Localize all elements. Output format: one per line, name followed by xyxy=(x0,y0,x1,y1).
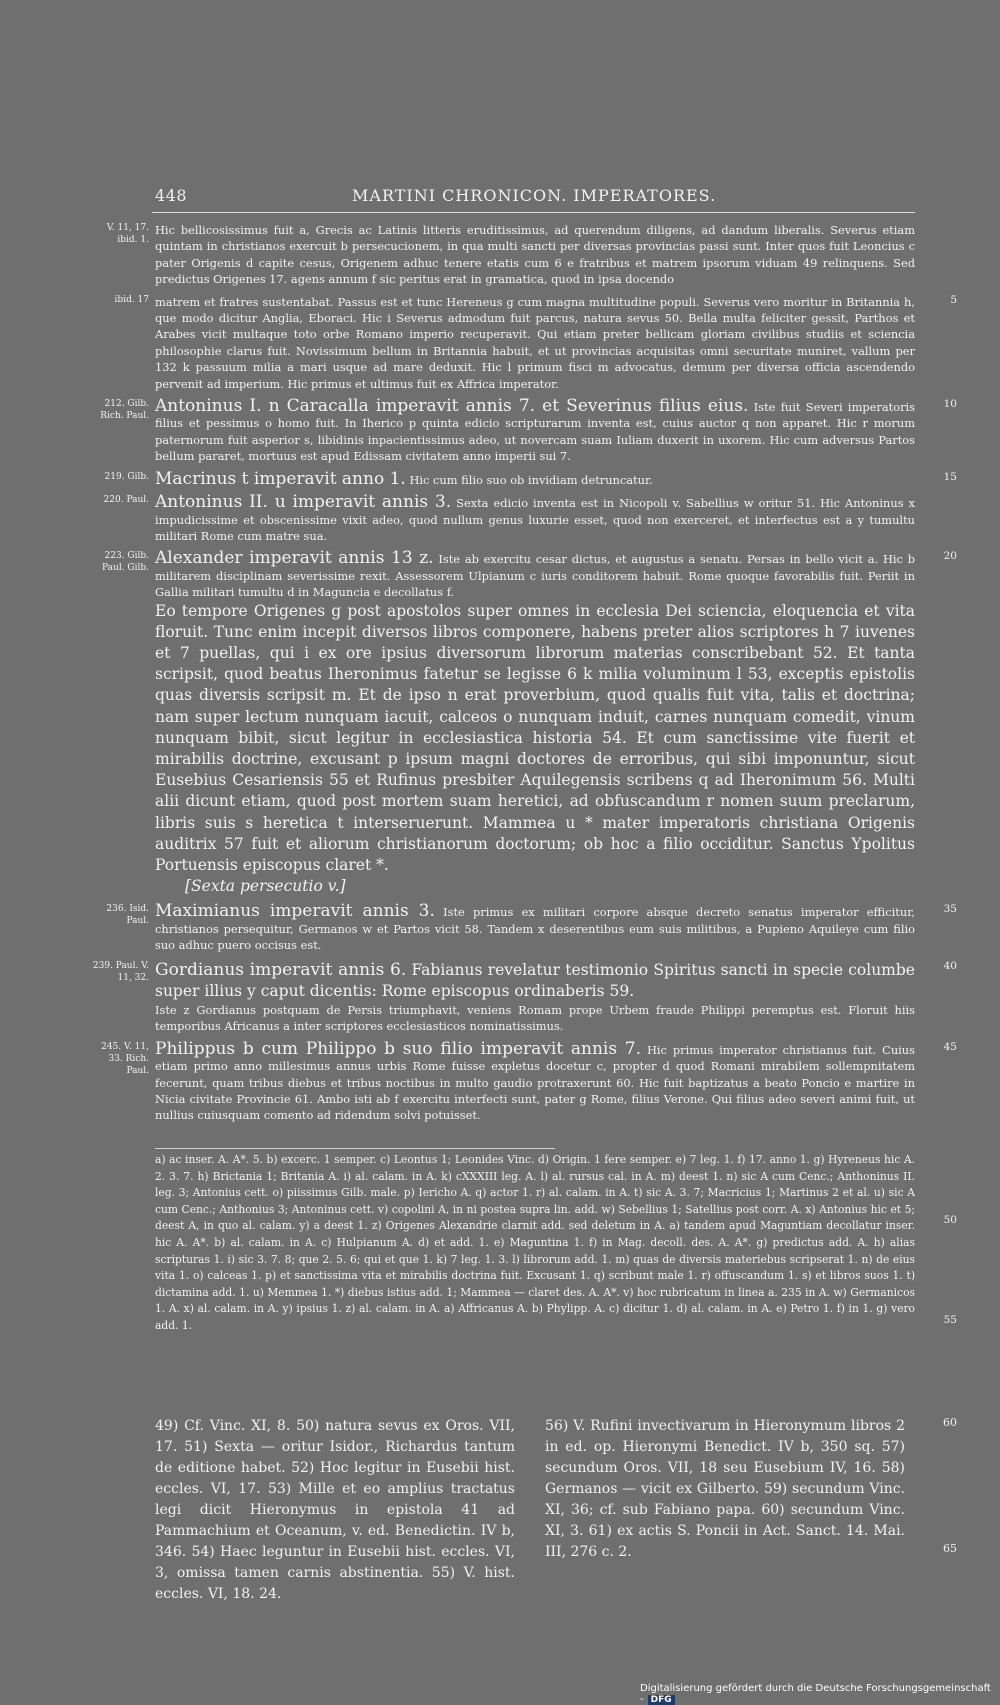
entry-antoninus-ii xyxy=(103,492,915,544)
margin-ref: ibid. 17 xyxy=(114,294,149,305)
margin-ref: 223. Gilb. Paul. Gilb. xyxy=(102,551,149,574)
entry-large-text: Fabianus revelatur testimonio Spiritus sancti in specie columbe super illius y caput dicentis: Rome episcopus ordinaberis 59. xyxy=(155,960,915,1000)
entry-maximianus xyxy=(106,901,957,953)
entry-philippus xyxy=(101,1038,957,1124)
entry-text: Sexta edicio inventa est in Nicopoli v. Sabellius w oritur 51. Hic Antoninus x impudicissime et obscenissime vixit adeo, quod nullum genus luxurie esset, quod non exerceret, et interfectus est a y tumultu militari Rome cum matre sua. xyxy=(155,496,915,543)
entry-text: Iste z Gordianus postquam de Persis triumphavit, veniens Romam prope Urbem fraude Philippi peremptus est. Floruit hiis temporibus Africanus a inter scriptores ecclesiasticos nominatissimus. xyxy=(155,1003,915,1034)
line-number: 35 xyxy=(943,903,957,916)
rubric-note: [Sexta persecutio v.] xyxy=(185,877,346,896)
margin-ref: 219. Gilb. xyxy=(104,471,149,482)
entry-severus-cont xyxy=(114,293,957,392)
page-number: 448 xyxy=(155,186,188,205)
source-notes-right: 56) V. Rufini invectivarum in Hieronymum libros 2 in ed. op. Hieronymi Benedict. IV b, 350 sq. 57) secundum Oros. VII, 18 seu Eusebium IV, 16. 58) Germanos — vicit ex Gilberto. 59) secundum Vinc. XI, 36; cf. sub Fabiano papa. 60) secundum Vinc. XI, 3. 61) ex actis S. Poncii in Act. Sanct. 14. Mai. III, 276 c. 2. xyxy=(545,1418,905,1560)
entry-heading: Antoninus II. u imperavit annis 3. xyxy=(155,492,452,513)
line-number: 45 xyxy=(943,1040,957,1053)
entry-heading: Philippus b cum Philippo b suo filio imperavit annis 7. xyxy=(155,1038,642,1059)
entry-gordianus xyxy=(92,959,957,1035)
entry-heading: Gordianus imperavit annis 6. xyxy=(155,959,407,980)
entry-text: Hic bellicosissimus fuit a, Grecis ac Latinis litteris eruditissimus, ad querendum diligens, ad dandum liberalis. Severus etiam quintam in christianos exercuit b persecucionem, in qua multi sancti per diversas provincias passi sunt. Inter quos fuit Leoncius c pater Origenis d capite cesus, Origenem adhuc tenere etatis cum 6 e fratribus et matrem ipsorum viduam 49 relinquens. Sed predictus Origenes 17. agens annum f sic peritus erat in gramatica, quod in ipsa docendo xyxy=(155,223,915,287)
margin-ref: 239. Paul. V. 11, 32. xyxy=(92,960,149,983)
page-header xyxy=(0,186,1000,210)
entry-heading: Macrinus t imperavit anno 1. xyxy=(155,468,406,489)
line-number: 5 xyxy=(950,293,957,306)
line-number: 50 xyxy=(943,1214,957,1226)
entry-text: matrem et fratres sustentabat. Passus est et tunc Hereneus g cum magna multitudine populi. Severus vero moritur in Britannia h, que modo dicitur Anglia, Eboraci. Hic i Severus admodum fuit parcus, natura sevus 50. Bella multa feliciter gessit, Parthos et Arabes vicit multaque toto orbe Romano imperio recuperavit. Qui etiam preter bellicam gloriam civilibus studiis et sciencia philosophie clarus fuit. Novissimum bellum in Britannia habuit, et ut provincias acquisitas omni securitate muniret, vallum per 132 k passuum milia a mari usque ad mare deduxit. Hic l primum fisci m advocatus, demum per diversa officia ascendendo pervenit ad imperium. Hic primus et ultimus fuit ex Affrica imperator. xyxy=(155,294,915,391)
apparatus-separator xyxy=(155,1148,555,1149)
source-notes-left: 49) Cf. Vinc. XI, 8. 50) natura sevus ex Oros. VII, 17. 51) Sexta — oritur Isidor., Richardus tantum de editione habet. 52) Hoc legitur in Eusebii hist. eccles. VI, 17. 53) Mille et eo amplius tractatus legi dicit Hieronymus in epistola 41 ad Pammachium et Oceanum, v. ed. Benedictin. IV b, 346. 54) Haec leguntur in Eusebii hist. eccles. VI, 3, omissa tamen carnis abstinentia. 55) V. hist. eccles. VI, 18. 24. xyxy=(155,1418,515,1602)
footer-text: Digitalisierung gefördert durch die Deutsche Forschungsgemeinschaft - xyxy=(640,1683,991,1705)
entry-text: Hic primus imperator christianus fuit. Cuius etiam primo anno millesimus annus urbis Rome fuisse expletus docetur c, propter d quod Romani mirabilem sollempnitatem fecerunt, quam tribus diebus et tribus noctibus in multo gaudio protraxerunt 60. Hic fuit baptizatus a beato Poncio e martire in Nicia civitate Provincie 61. Ambo isti ab f exercitu interfecti sunt, pater g Rome, filius Verone. Qui filius adeo severi animi fuit, ut nullius cuiusquam comento ad ridendum solvi potuisset. xyxy=(155,1042,915,1123)
margin-ref: V. 11, 17. ibid. 1. xyxy=(106,223,149,245)
margin-ref: 236. Isid. Paul. xyxy=(106,904,149,927)
entry-severus xyxy=(106,222,915,288)
entry-large-text: Eo tempore Origenes g post apostolos super omnes in ecclesia Dei sciencia, eloquencia et vita floruit. Tunc enim incepit diversos libros componere, habens preter alios scriptores h 7 iuvenes et 7 puellas, qui i ex ore ipsius diversorum librorum materias conscribebant 52. Et tanta scripsit, quod beatus Iheronimus fatetur se legisse 6 k milia voluminum l 53, exceptis epistolis quas diversis scripsit m. Et de ipso n erat proverbium, quod qualis fuit vita, talis et doctrina; nam super lectum nunquam iacuit, calceos o nunquam induit, carnes nunquam comedit, vinum nunquam bibit, sicut legitur in ecclesiastica historia 54. Et cum sanctissime vite fuerit et mirabilis doctrine, excusant p ipsum magni doctores de erroribus, qui sibi imponuntur, sicut Eusebius Cesariensis 55 et Rufinus presbiter Aquilegensis scribens q ad Iheronimum 56. Multi alii dicunt etiam, quod post mortem suam heretici, ad obfuscandum r nomen suum preclarum, libris suis s heretica t interseruerunt. Mammea u * mater imperatoris christiana Origenis auditrix 57 fuit et aliorum christianorum doctorum; ob hoc a filio occiditur. Sanctus Ypolitus Portuensis episcopus claret *. xyxy=(155,601,915,874)
entry-text: Iste fuit Severi imperatoris filius et pessimus o homo fuit. In Iherico p quinta edicio scripturarum inventa est, cuius auctor q non apparet. Hic r morum paternorum fuit asperior s, libidinis inpacientissimus adeo, ut novercam suam Iuliam duxerit in uxorem. Hic cum adversus Partos bellum pararet, mortuus est apud Edissam civitatem anno imperii sui 7. xyxy=(155,400,916,464)
line-number: 65 xyxy=(943,1542,957,1555)
line-number: 20 xyxy=(943,550,957,563)
entry-heading: Maximianus imperavit annis 3. xyxy=(155,901,435,922)
entry-text: Hic cum filio suo ob invidiam detruncatur. xyxy=(409,472,653,487)
line-number: 15 xyxy=(943,470,957,483)
entry-heading: Antoninus I. n Caracalla imperavit annis 7. et Severinus filius eius. xyxy=(155,396,749,417)
line-number: 55 xyxy=(943,1314,957,1326)
margin-ref: 212. Gilb. Rich. Paul. xyxy=(100,399,149,422)
apparatus-text: a) ac inser. A. A*. 5. b) excerc. 1 semper. c) Leontus 1; Leonides Vinc. d) Origin. 1 fere semper. e) 7 leg. 1. f) 17. anno 1. g) Hyreneus hic A. 2. 3. 7. h) Brictania 1; Britania A. i) al. calam. in A. k) cXXXIII leg. A. l) al. rursus cal. in A. m) deest 1. n) sic A cum Cenc.; Anthoninus II. leg. 3; Antonius cett. o) piissimus Gilb. male. p) Iericho A. q) actor 1. r) al. calam. in A. t) sic A. 3. 7; Macricius 1; Martinus 2 et al. u) sic A cum Cenc.; Anthonius 3; Antoninus cett. v) copolini A, in ni postea supra lin. add. w) Sebellius 1; Satellius post corr. A. x) Antonius hic et 5; deest A, in quo al. calam. y) a deest 1. z) Origenes Alexandrie clarnit add. sed deletum in A. a) tandem apud Maguntiam decollatur inser. hic A. A*. b) al. calam. in A. c) Hulpianum A. d) et add. 1. e) Maguntina 1. f) in Mag. decoll. des. A. A*. g) predictus add. A. h) alias scripturas 1. i) sic 3. 7. 8; que 2. 5. 6; qui et que 1. k) 7 leg. 1. 3. l) librorum add. 1. m) quas de diversis materiebus scripserat 1. n) de eius vita 1. o) calceas 1. p) et sanctissima vita et mirabilis doctrina fuit. Excusant 1. q) scribunt male 1. r) offuscandum 1. s) et libros suos 1. t) dictamina add. 1. u) Memmea 1. *) diebus istius add. 1; Mammea — claret des. A. A*. v) hoc rubricatum in linea a. 235 in A. w) Germanicos 1. A. x) al. calam. in A. y) ipsius 1. z) al. calam. in A. a) Affricanus A. b) Phylipp. A. c) dicitur 1. d) al. calam. in A. e) Petro 1. f) in 1. g) vero add. 1. xyxy=(155,1153,915,1332)
entry-antoninus-i xyxy=(100,396,957,465)
dfg-logo: DFG xyxy=(648,1695,675,1705)
entry-macrinus xyxy=(104,468,957,489)
running-title: MARTINI CHRONICON. IMPERATORES. xyxy=(352,186,717,205)
margin-ref: 245. V. 11, 33. Rich. Paul. xyxy=(101,1041,149,1076)
line-number: 10 xyxy=(943,398,957,411)
header-rule xyxy=(152,212,915,213)
margin-ref: 220. Paul. xyxy=(103,495,149,506)
critical-apparatus xyxy=(155,1152,957,1335)
entry-heading: Alexander imperavit annis 13 z. xyxy=(155,548,434,569)
chronicle-body xyxy=(92,222,957,1130)
entry-alexander xyxy=(102,548,957,897)
entry-text: Iste ab exercitu cesar dictus, et augustus a senatu. Persas in bello vicit a. Hic b militarem disciplinam severissime rexit. Assessorem Ulpianum c iuris conditorem habuit. Rome quoque favorabilis fuit. Periit in Gallia militari tumultu d in Maguncia e decollatus f. xyxy=(155,552,915,600)
source-notes xyxy=(155,1416,957,1602)
digitization-footer xyxy=(640,1683,995,1705)
entry-text: Iste primus ex militari corpore absque decreto senatus imperator efficitur, christianos persequitur, Germanos w et Partos vicit 58. Tandem x deserentibus eum suis militibus, a Pupieno Aquileye cum filio suo adhuc puero occisus est. xyxy=(155,905,916,953)
line-number: 60 xyxy=(943,1416,957,1429)
line-number: 40 xyxy=(943,959,957,972)
